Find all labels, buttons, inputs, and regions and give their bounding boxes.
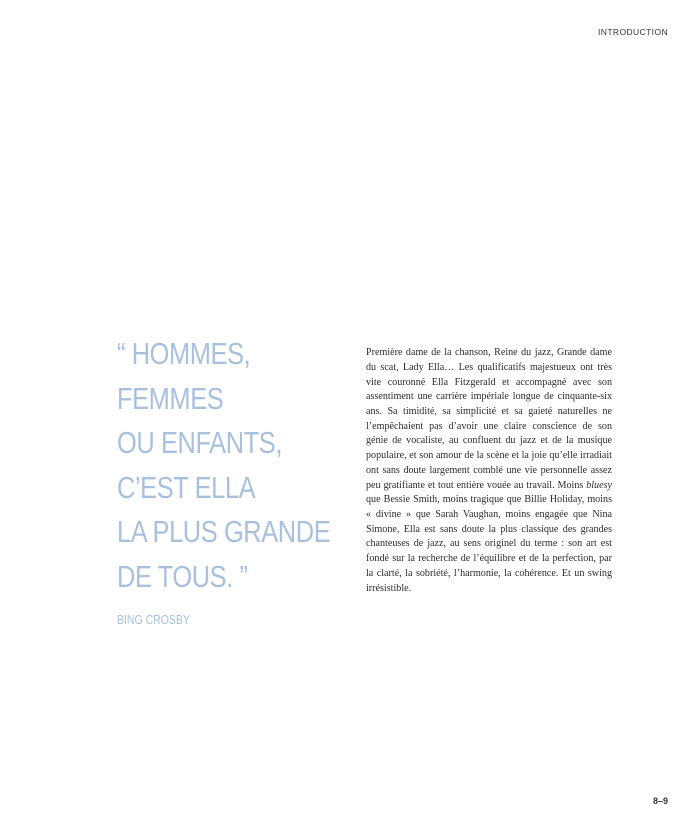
pull-quote-line: OU ENFANTS, (117, 425, 282, 461)
pull-quote-line: LA PLUS GRANDE (117, 514, 331, 550)
pull-quote-line: DE TOUS. ” (117, 558, 248, 594)
pull-quote-line: C’EST ELLA (117, 469, 256, 505)
pull-quote (117, 332, 331, 600)
article-italic-word: bluesy (586, 479, 612, 491)
article-text-part: Première dame de la chanson, Reine du jazz, Grande dame du scat, Lady Ella… Les qualificatifs majestueux ont très vite couronné Ella Fitzgerald et accompagné avec son assentiment une carrière impériale longue de cinquante-six ans. Sa timidité, sa simplicité et sa gaieté naturelles ne l’empêchaient pas d’avoir une claire conscience de son génie de vocaliste, au confluent du jazz et de la musique populaire, et son amour de la scène et la joie qu’elle irradiait ont sans doute largement comblé une vie personnelle assez peu gratifiante et tout entière vouée au travail. Moins (366, 347, 612, 491)
running-head: INTRODUCTION (598, 27, 668, 37)
article-paragraph (366, 346, 612, 596)
pull-quote-line: “ HOMMES, (117, 336, 251, 371)
pull-quote-line: FEMMES (117, 380, 224, 416)
article-text-part: que Bessie Smith, moins tragique que Billie Holiday, moins « divine » que Sarah Vaughan, moins engagée que Nina Simone, Ella est sans doute la plus classique des grandes chanteuses de jazz, au sens originel du terme : son art est fondé sur la recherche de l’équilibre et de la perfection, par la clarté, la sobriété, l’harmonie, la cohérence. Et un swing irrésistible. (366, 494, 612, 594)
page-number: 8–9 (652, 796, 668, 806)
quote-attribution: BING CROSBY (117, 613, 190, 627)
